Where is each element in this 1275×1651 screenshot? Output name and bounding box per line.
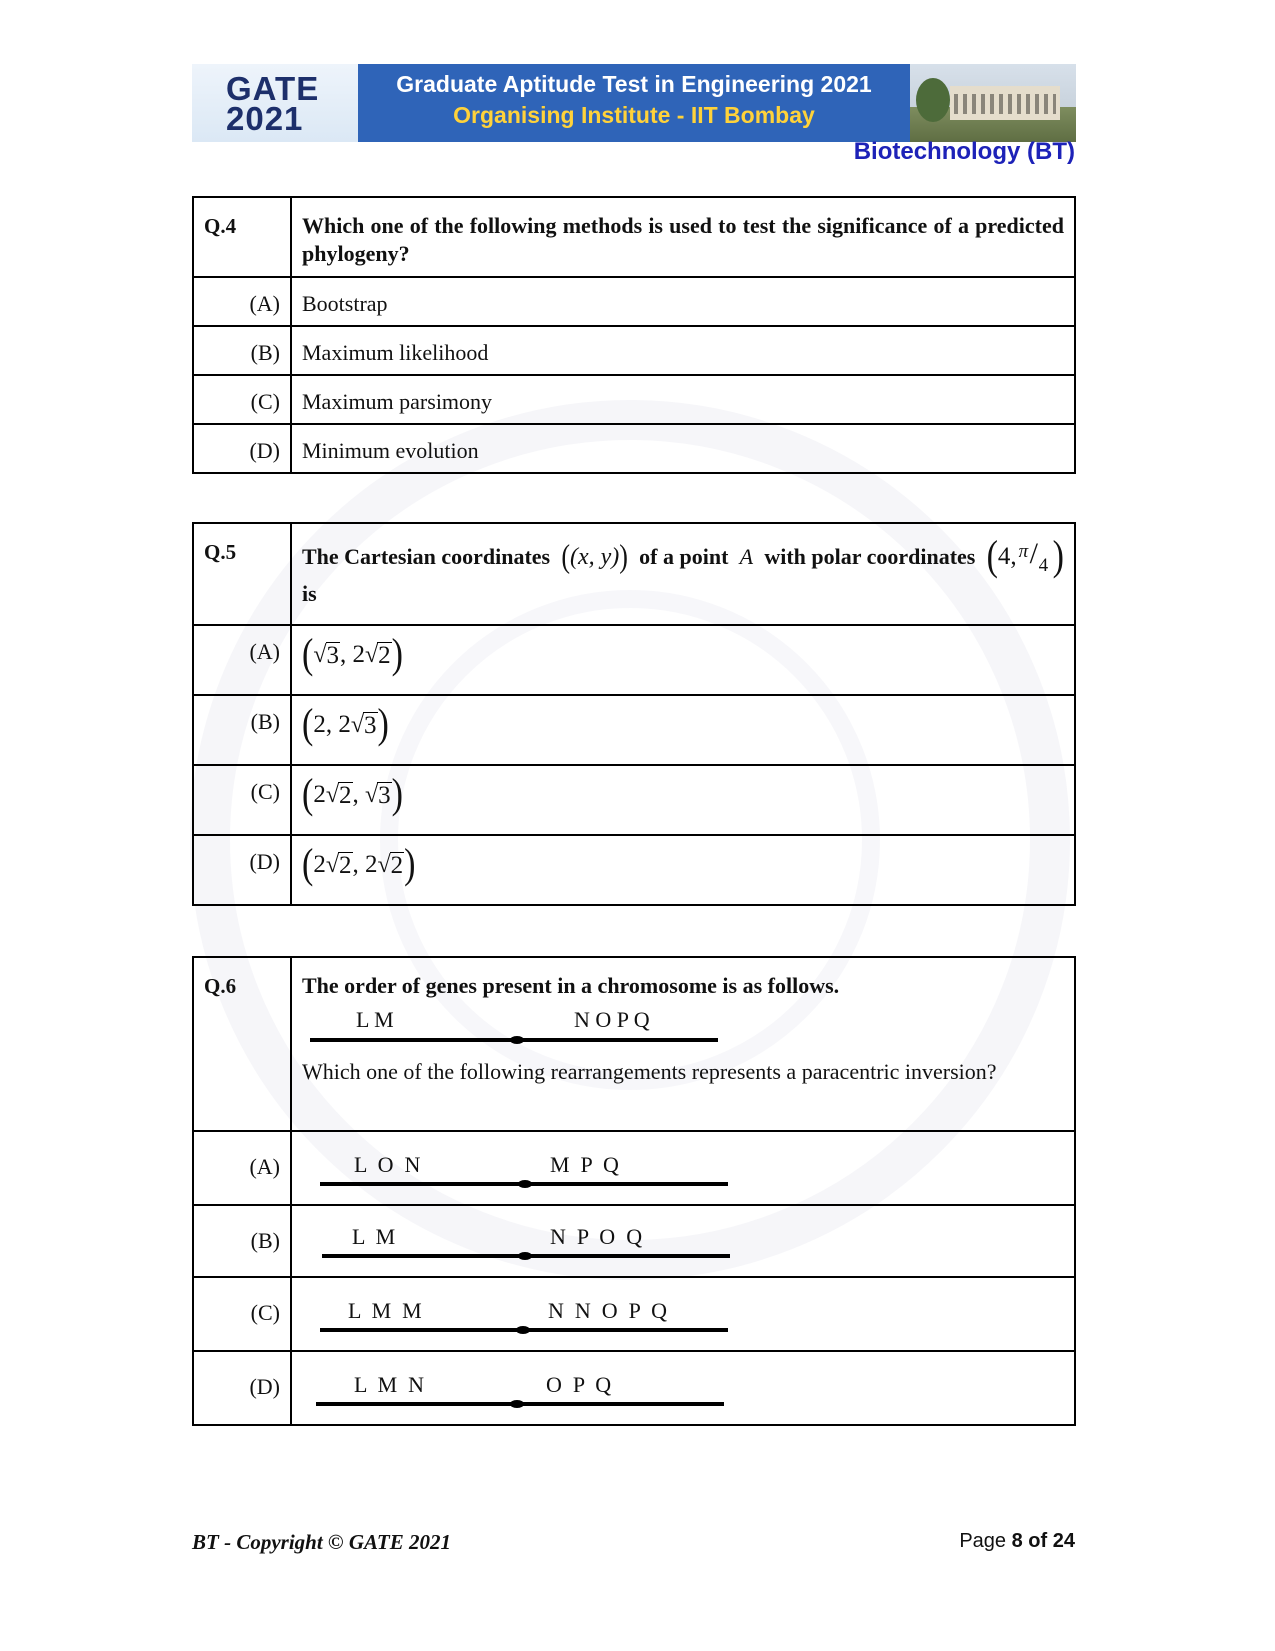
option-label: (A)	[193, 625, 291, 695]
page-of: of	[1028, 1530, 1048, 1552]
chromosome-diagram	[302, 1000, 1064, 1056]
math-term: 2	[339, 852, 352, 879]
option-label: (A)	[193, 1131, 291, 1205]
centromere	[516, 1326, 530, 1334]
centromere	[518, 1252, 532, 1260]
centromere	[510, 1036, 524, 1044]
gene-labels-right: O P Q	[546, 1372, 612, 1397]
gene-labels-right: M P Q	[550, 1152, 619, 1177]
math-term: 2	[313, 781, 326, 808]
gene-labels-right: N P O Q	[550, 1224, 643, 1249]
gene-labels-left: L O N	[354, 1152, 421, 1177]
question-number: Q.5	[193, 523, 291, 625]
question-number: Q.4	[193, 197, 291, 277]
subject-title: Biotechnology (BT)	[853, 138, 1075, 165]
stem-text-2: of a point	[639, 544, 729, 569]
math-term: 3	[378, 782, 391, 809]
option-label: (C)	[193, 375, 291, 424]
math-term: 2	[338, 711, 351, 738]
math-term: 2	[352, 641, 365, 668]
option-row	[193, 375, 1075, 424]
option-row	[193, 625, 1075, 695]
stem-text-3: with polar coordinates	[764, 544, 976, 569]
option-text: Bootstrap	[291, 277, 1075, 326]
option-text: Maximum parsimony	[291, 375, 1075, 424]
option-row	[193, 1277, 1075, 1351]
question-number: Q.6	[193, 957, 291, 1131]
gene-labels-left: L M N	[354, 1372, 425, 1397]
gene-labels-right: N O P Q	[574, 1007, 650, 1032]
option-label: (B)	[193, 695, 291, 765]
centromere	[510, 1400, 524, 1408]
option-row	[193, 277, 1075, 326]
gene-diagram	[292, 1146, 1074, 1202]
gene-diagram	[292, 1292, 1074, 1348]
math-term: 2	[365, 851, 378, 878]
banner-title: Graduate Aptitude Test in Engineering 2021	[396, 71, 872, 97]
centromere	[518, 1180, 532, 1188]
math-term: 3	[326, 642, 339, 669]
question-stem: Which one of the following methods is used to test the significance of a predicted phylogeny?	[291, 197, 1075, 277]
header-banner	[192, 64, 1076, 142]
stem-math-xy: ( (x, y) )	[561, 538, 628, 575]
institute-photo	[910, 64, 1076, 142]
page-total: 24	[1052, 1530, 1075, 1552]
question-stem: The order of genes present in a chromosome is as follows.	[302, 973, 840, 998]
question-text: Which one of the following rearrangements represents a paracentric inversion?	[302, 1059, 997, 1084]
option-row	[193, 765, 1075, 835]
option-row	[193, 1131, 1075, 1205]
option-math: ( √ 3 , 2 √ 2 )	[302, 631, 403, 678]
gene-labels-left: L M M	[348, 1298, 422, 1323]
option-row	[193, 1351, 1075, 1425]
option-row	[193, 424, 1075, 473]
tree-image	[916, 78, 950, 122]
option-math: ( 2 √ 2 , 2 √ 2 )	[302, 841, 416, 888]
math-term: 3	[364, 712, 377, 739]
option-label: (D)	[193, 835, 291, 905]
option-label: (B)	[193, 1205, 291, 1277]
footer-page-number	[959, 1530, 1075, 1553]
option-text: Maximum likelihood	[291, 326, 1075, 375]
polar-angle: π / 4	[1017, 542, 1053, 572]
gene-labels-right: N N O P Q	[548, 1298, 667, 1323]
math-term: 2	[339, 782, 352, 809]
option-text: Minimum evolution	[291, 424, 1075, 473]
page-current: 8	[1011, 1530, 1023, 1552]
option-row	[193, 835, 1075, 905]
stem-xy: (x, y)	[569, 544, 620, 570]
math-term: 2	[313, 711, 326, 738]
option-math: ( 2 √ 2 , √ 3 )	[302, 771, 403, 818]
polar-angle-numerator: π	[1018, 541, 1029, 562]
polar-coordinates: ( 4, π / 4 )	[986, 533, 1064, 580]
gate-logo	[192, 64, 358, 142]
math-term: 2	[378, 642, 391, 669]
gene-diagram	[292, 1366, 1074, 1422]
question-table-q6	[192, 956, 1076, 1426]
footer-copyright: BT - Copyright © GATE 2021	[192, 1530, 451, 1554]
gene-labels-left: L M	[356, 1007, 394, 1032]
option-label: (D)	[193, 424, 291, 473]
banner-subtitle: Organising Institute - IIT Bombay	[453, 102, 815, 128]
polar-r: 4,	[997, 543, 1017, 570]
option-row	[193, 695, 1075, 765]
banner-title-box	[358, 64, 910, 142]
stem-text-1: The Cartesian coordinates	[302, 544, 551, 569]
logo-line2: 2021	[226, 100, 304, 137]
math-term: 2	[390, 852, 404, 879]
option-row	[193, 1205, 1075, 1277]
option-label: (A)	[193, 277, 291, 326]
gene-diagram	[292, 1218, 1074, 1274]
question-stem	[291, 523, 1075, 625]
question-table-q4	[192, 196, 1076, 474]
question-table-q5	[192, 522, 1076, 906]
option-math: ( 2 , 2 √ 3 )	[302, 701, 389, 748]
option-label: (C)	[193, 765, 291, 835]
option-label: (D)	[193, 1351, 291, 1425]
math-term: 2	[313, 851, 326, 878]
polar-angle-denominator: 4	[1038, 555, 1049, 576]
page-prefix: Page	[959, 1530, 1007, 1552]
stem-point: A	[739, 544, 754, 569]
option-label: (C)	[193, 1277, 291, 1351]
stem-end: is	[302, 581, 317, 606]
logo-line1: GATE	[226, 70, 320, 107]
option-label: (B)	[193, 326, 291, 375]
gene-labels-left: L M	[352, 1224, 396, 1249]
building-windows	[954, 94, 1056, 114]
option-row	[193, 326, 1075, 375]
